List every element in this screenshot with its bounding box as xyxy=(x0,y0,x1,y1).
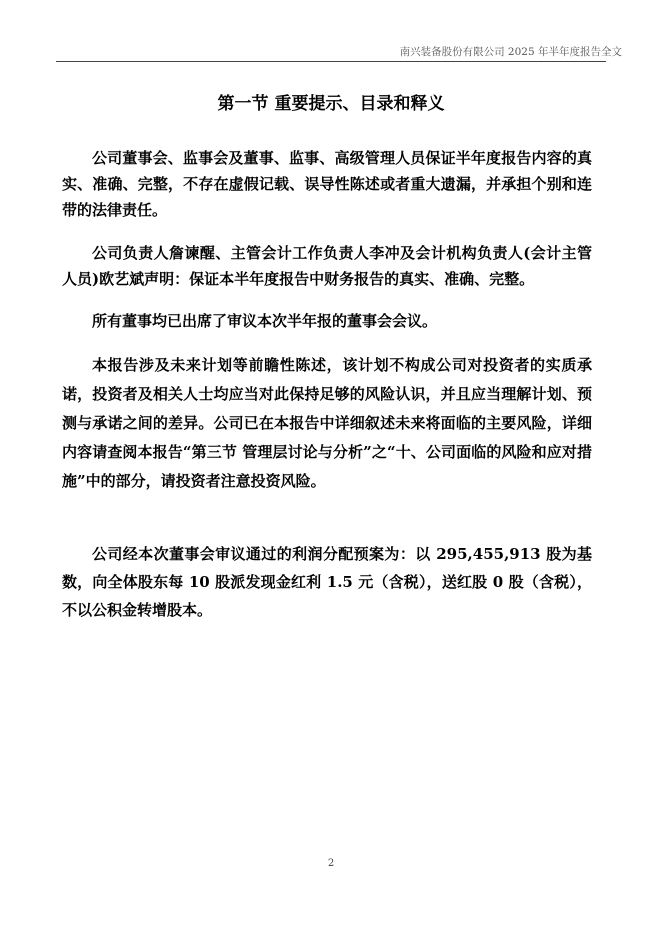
running-header: 南兴装备股份有限公司 2025 年半年度报告全文 xyxy=(399,46,622,58)
paragraph-board-guarantee: 公司董事会、监事会及董事、监事、高级管理人员保证半年度报告内容的真实、准确、完整，不存在虚假记载、误导性陈述或者重大遗漏，并承担个别和连带的法律责任。 xyxy=(62,149,592,219)
section-title: 第一节 重要提示、目录和释义 xyxy=(217,94,445,114)
paragraph-profit-distribution: 公司经本次董事会审议通过的利润分配预案为：以 295,455,913 股为基数，向全体股东每 10 股派发现金红利 1.5 元（含税），送红股 0 股（含税），不以公积金转增股本。 xyxy=(62,545,592,619)
header-divider xyxy=(56,61,606,62)
paragraph-directors-attendance: 所有董事均已出席了审议本次半年报的董事会会议。 xyxy=(92,312,438,330)
paragraph-responsible-persons-statement: 公司负责人詹谏醒、主管会计工作负责人李冲及会计机构负责人(会计主管人员)欧艺斌声明：保证本半年度报告中财务报告的真实、准确、完整。 xyxy=(62,244,592,288)
page-number: 2 xyxy=(327,858,335,869)
paragraph-forward-looking-risk: 本报告涉及未来计划等前瞻性陈述，该计划不构成公司对投资者的实质承诺，投资者及相关人士均应当对此保持足够的风险认识，并且应当理解计划、预测与承诺之间的差异。公司已在本报告中详细叙述未来将面临的主要风险，详细内容请查阅本报告“第三节 管理层讨论与分析”之“十、公司面临的风险和应对措施”中的部分，请投资者注意投资风险。 xyxy=(62,356,592,490)
